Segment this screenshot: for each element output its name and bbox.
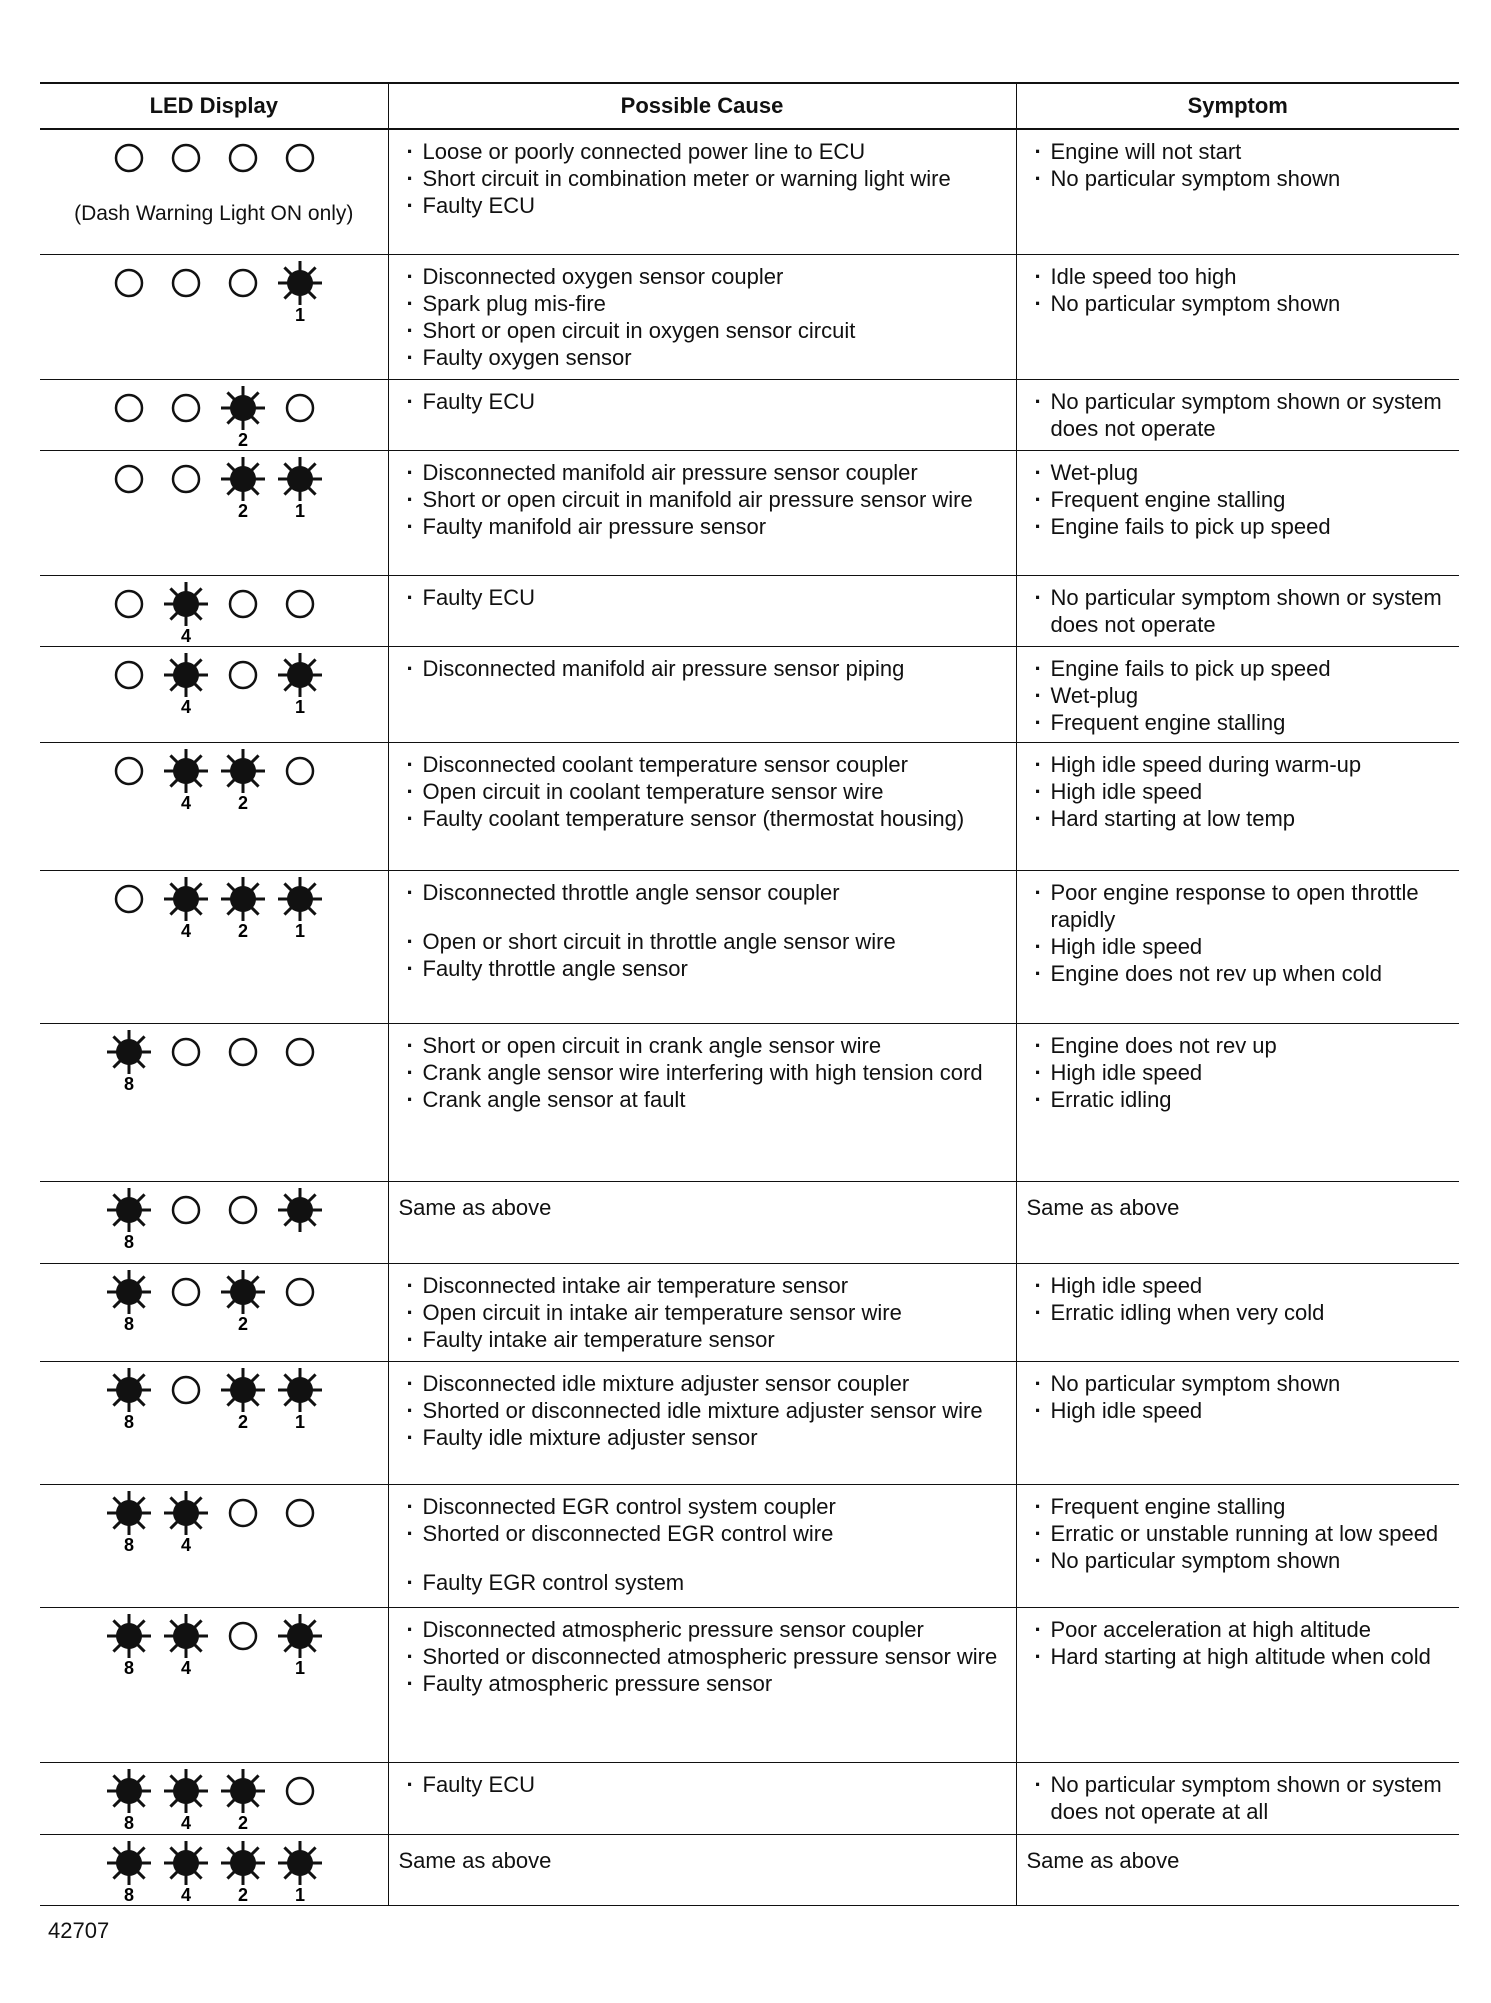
led-on-icon [107,1188,151,1232]
led-off-icon [287,145,313,171]
table-row [40,1181,1459,1263]
led-number-label: 2 [237,1313,248,1334]
symptom-item: · Frequent engine stalling [1027,1493,1454,1520]
cause-item: · Spark plug mis-fire [399,290,1010,317]
cause-list [389,743,1016,838]
symptom-item: · No particular symptom shown or system does not operate [1027,584,1454,638]
symptom-list [1017,871,1460,993]
symptom-item: · Engine does not rev up when cold [1027,960,1454,987]
led-display-cell [40,450,388,575]
symptom-item: · High idle speed [1027,1059,1454,1086]
led-off-icon [116,395,142,421]
led-number-label: 1 [294,1657,305,1678]
header-led-display: LED Display [40,83,388,129]
symptom-item: · No particular symptom shown or system does not operate [1027,388,1454,442]
symptom-item: · High idle speed [1027,778,1454,805]
led-on-icon [164,1614,208,1658]
table-row [40,646,1459,742]
possible-cause-cell [388,575,1016,646]
led-on-icon [278,653,322,697]
led-on-icon [164,749,208,793]
led-display-cell [40,379,388,450]
cause-item: · Faulty ECU [399,192,1010,219]
symptom-list [1017,380,1460,448]
led-number-label: 1 [294,920,305,941]
led-display [99,871,329,941]
led-on-icon [107,1769,151,1813]
led-display-cell [40,1023,388,1181]
led-off-icon [116,270,142,296]
led-off-icon [173,145,199,171]
led-off-icon [230,1500,256,1526]
led-display-cell [40,870,388,1023]
cause-item: · Disconnected manifold air pressure sensor piping [399,655,1010,682]
led-on-icon [278,1841,322,1885]
table-row [40,450,1459,575]
symptom-list [1017,1608,1460,1676]
symptom-item: · Hard starting at low temp [1027,805,1454,832]
led-on-icon [164,1491,208,1535]
cause-list [389,576,1016,617]
symptom-cell [1016,450,1459,575]
led-display [99,255,329,325]
cause-item: · Faulty ECU [399,584,1010,611]
cause-list [389,1485,1016,1602]
led-display-cell [40,1361,388,1484]
possible-cause-cell [388,1181,1016,1263]
cause-list [389,380,1016,421]
led-off-icon [287,395,313,421]
possible-cause-cell [388,379,1016,450]
symptom-cell [1016,129,1459,254]
cause-item: · Disconnected idle mixture adjuster sensor coupler [399,1370,1010,1397]
symptom-item: · High idle speed during warm-up [1027,751,1454,778]
led-number-label: 1 [294,1884,305,1905]
cause-item: · Shorted or disconnected atmospheric pressure sensor wire [399,1643,1010,1670]
led-off-icon [173,270,199,296]
symptom-item: · Engine does not rev up [1027,1032,1454,1059]
cause-item: · Faulty oxygen sensor [399,344,1010,371]
led-number-label: 1 [294,1411,305,1432]
led-display-cell [40,129,388,254]
led-display [99,647,329,717]
led-display [99,1763,329,1833]
possible-cause-cell [388,1484,1016,1607]
cause-list [389,255,1016,377]
led-display-cell [40,742,388,870]
cause-item: · Faulty EGR control system [399,1569,1010,1596]
led-off-icon [173,1279,199,1305]
led-number-label: 4 [180,920,191,941]
cause-same-as-above: Same as above [398,1847,552,1873]
led-on-icon [221,749,265,793]
led-off-icon [116,145,142,171]
table-body [40,129,1459,1905]
led-on-icon [221,386,265,430]
led-off-icon [173,1197,199,1223]
symptom-list [1017,1362,1460,1430]
cause-list [389,1763,1016,1804]
cause-item: · Faulty atmospheric pressure sensor [399,1670,1010,1697]
led-on-icon [107,1030,151,1074]
table-row [40,1834,1459,1905]
led-off-icon [287,1039,313,1065]
led-display [99,576,329,646]
cause-list [389,1362,1016,1457]
symptom-item: · Poor acceleration at high altitude [1027,1616,1454,1643]
led-on-icon [221,1368,265,1412]
led-display [99,1608,329,1678]
table-row [40,575,1459,646]
symptom-cell [1016,1484,1459,1607]
symptom-list [1017,576,1460,644]
figure-reference-number: 42707 [48,1918,110,1943]
led-off-icon [173,1039,199,1065]
table-row [40,379,1459,450]
led-number-label: 8 [123,1657,134,1678]
cause-item: · Disconnected manifold air pressure sensor coupler [399,459,1010,486]
symptom-same-as-above: Same as above [1026,1194,1180,1220]
dash-warning-note: (Dash Warning Light ON only) [74,202,354,225]
led-number-label: 4 [180,1812,191,1833]
led-display [99,380,329,450]
led-number-label: 2 [237,429,248,450]
cause-item: · Faulty manifold air pressure sensor [399,513,1010,540]
cause-same-as-above: Same as above [398,1194,552,1220]
cause-list [389,871,1016,988]
led-number-label: 8 [123,1231,134,1252]
cause-list [389,1608,1016,1703]
led-number-label: 8 [123,1411,134,1432]
symptom-item: · Poor engine response to open throttle rapidly [1027,879,1454,933]
symptom-item: · Engine fails to pick up speed [1027,655,1454,682]
symptom-item: · Erratic or unstable running at low speed [1027,1520,1454,1547]
led-on-icon [221,1270,265,1314]
symptom-cell [1016,575,1459,646]
led-number-label: 1 [294,500,305,521]
led-display-cell [40,1263,388,1361]
cause-item: · Open or short circuit in throttle angle sensor wire [399,928,1010,955]
led-off-icon [230,145,256,171]
symptom-cell [1016,1607,1459,1762]
led-number-label: 4 [180,1884,191,1905]
led-number-label: 2 [237,500,248,521]
led-off-icon [116,758,142,784]
symptom-item: · High idle speed [1027,933,1454,960]
table-row [40,742,1459,870]
table-row [40,1484,1459,1607]
led-number-label: 1 [294,304,305,325]
possible-cause-cell [388,1023,1016,1181]
cause-item: · Crank angle sensor at fault [399,1086,1010,1113]
led-on-icon [221,1769,265,1813]
symptom-cell [1016,1834,1459,1905]
led-off-icon [230,1039,256,1065]
possible-cause-cell [388,870,1016,1023]
cause-item: · Faulty coolant temperature sensor (thermostat housing) [399,805,1010,832]
led-display [99,743,329,813]
possible-cause-cell [388,129,1016,254]
led-off-icon [116,591,142,617]
led-on-icon [107,1368,151,1412]
symptom-item: · No particular symptom shown or system does not operate at all [1027,1771,1454,1825]
cause-item: · Shorted or disconnected idle mixture adjuster sensor wire [399,1397,1010,1424]
possible-cause-cell [388,742,1016,870]
symptom-list [1017,130,1460,198]
table-row [40,1263,1459,1361]
led-off-icon [287,1500,313,1526]
diagnosis-table [40,82,1459,1906]
table-row [40,1023,1459,1181]
led-off-icon [230,270,256,296]
led-off-icon [230,1623,256,1649]
symptom-cell [1016,1762,1459,1834]
led-off-icon [116,662,142,688]
led-number-label: 2 [237,1884,248,1905]
led-on-icon [164,653,208,697]
led-on-icon [107,1614,151,1658]
cause-item: · Crank angle sensor wire interfering with high tension cord [399,1059,1010,1086]
symptom-cell [1016,254,1459,379]
symptom-cell [1016,379,1459,450]
led-number-label: 4 [180,792,191,813]
symptom-list [1017,1024,1460,1119]
symptom-item: · Engine fails to pick up speed [1027,513,1454,540]
led-display [99,1362,329,1432]
symptom-item: · Wet-plug [1027,682,1454,709]
symptom-item: · Frequent engine stalling [1027,486,1454,513]
cause-list [389,1264,1016,1359]
symptom-item: · Erratic idling when very cold [1027,1299,1454,1326]
led-number-label: 8 [123,1073,134,1094]
table-row [40,254,1459,379]
led-number-label: 1 [294,696,305,717]
led-number-label: 8 [123,1313,134,1334]
cause-item: · Disconnected coolant temperature sensor coupler [399,751,1010,778]
led-display [99,1485,329,1555]
led-on-icon [221,877,265,921]
led-on-icon [278,877,322,921]
led-off-icon [173,1377,199,1403]
symptom-item: · Idle speed too high [1027,263,1454,290]
led-number-label: 8 [123,1812,134,1833]
possible-cause-cell [388,1607,1016,1762]
cause-item: · Short circuit in combination meter or warning light wire [399,165,1010,192]
header-possible-cause: Possible Cause [388,83,1016,129]
led-off-icon [287,1778,313,1804]
symptom-item: · High idle speed [1027,1272,1454,1299]
led-on-icon [164,582,208,626]
led-display [99,1264,329,1334]
led-number-label: 4 [180,696,191,717]
led-on-icon [164,1769,208,1813]
led-display-cell [40,1607,388,1762]
cause-item: · Open circuit in intake air temperature sensor wire [399,1299,1010,1326]
header-row [40,83,1459,129]
possible-cause-cell [388,1834,1016,1905]
led-display-cell [40,1484,388,1607]
cause-item: · Disconnected throttle angle sensor coupler [399,879,1010,906]
led-on-icon [164,1841,208,1885]
symptom-list [1017,1485,1460,1580]
led-display-cell [40,575,388,646]
cause-list [389,130,1016,225]
symptom-item: · Wet-plug [1027,459,1454,486]
cause-item: · Short or open circuit in crank angle sensor wire [399,1032,1010,1059]
symptom-item: · Hard starting at high altitude when cold [1027,1643,1454,1670]
symptom-list [1017,451,1460,546]
led-off-icon [173,466,199,492]
led-number-label: 4 [180,1534,191,1555]
led-number-label: 4 [180,625,191,646]
cause-item: · Short or open circuit in oxygen sensor circuit [399,317,1010,344]
led-display [99,1835,329,1905]
cause-item: · Disconnected atmospheric pressure sensor coupler [399,1616,1010,1643]
led-off-icon [230,1197,256,1223]
cause-item: · Disconnected intake air temperature sensor [399,1272,1010,1299]
led-off-icon [230,662,256,688]
symptom-cell [1016,1263,1459,1361]
led-display [99,1024,329,1094]
symptom-item: · No particular symptom shown [1027,1370,1454,1397]
header-symptom: Symptom [1016,83,1459,129]
led-on-icon [278,1188,322,1232]
possible-cause-cell [388,450,1016,575]
led-on-icon [278,1614,322,1658]
led-off-icon [173,395,199,421]
table-row [40,870,1459,1023]
led-number-label: 4 [180,1657,191,1678]
possible-cause-cell [388,254,1016,379]
led-number-label: 2 [237,1411,248,1432]
led-number-label: 2 [237,792,248,813]
table-row [40,1361,1459,1484]
symptom-cell [1016,1181,1459,1263]
symptom-item: · Frequent engine stalling [1027,709,1454,736]
symptom-list [1017,743,1460,838]
led-on-icon [278,457,322,501]
led-number-label: 2 [237,1812,248,1833]
led-off-icon [230,591,256,617]
cause-item: · Faulty ECU [399,1771,1010,1798]
led-on-icon [221,1841,265,1885]
led-display [99,451,329,521]
symptom-cell [1016,1361,1459,1484]
led-on-icon [107,1270,151,1314]
led-display-cell [40,254,388,379]
led-off-icon [287,758,313,784]
symptom-list [1017,1264,1460,1332]
led-off-icon [116,466,142,492]
symptom-cell [1016,1023,1459,1181]
cause-item: · Disconnected EGR control system coupler [399,1493,1010,1520]
cause-item: · Open circuit in coolant temperature sensor wire [399,778,1010,805]
table-row [40,129,1459,254]
symptom-cell [1016,646,1459,742]
cause-item: · Loose or poorly connected power line to ECU [399,138,1010,165]
cause-list [389,451,1016,546]
possible-cause-cell [388,1263,1016,1361]
led-on-icon [164,877,208,921]
symptom-cell [1016,742,1459,870]
table-row [40,1762,1459,1834]
led-on-icon [278,1368,322,1412]
cause-item: · Faulty throttle angle sensor [399,955,1010,982]
led-display-cell [40,646,388,742]
led-on-icon [278,261,322,305]
led-off-icon [287,1279,313,1305]
symptom-same-as-above: Same as above [1026,1847,1180,1873]
symptom-list [1017,255,1460,323]
cause-item: · Short or open circuit in manifold air pressure sensor wire [399,486,1010,513]
possible-cause-cell [388,1361,1016,1484]
table-row [40,1607,1459,1762]
cause-item: · Faulty ECU [399,388,1010,415]
led-display-cell [40,1834,388,1905]
cause-list [389,1024,1016,1119]
led-off-icon [116,886,142,912]
symptom-list [1017,1763,1460,1831]
led-on-icon [107,1491,151,1535]
symptom-item: · No particular symptom shown [1027,165,1454,192]
possible-cause-cell [388,646,1016,742]
led-display [99,1182,329,1252]
symptom-item: · Erratic idling [1027,1086,1454,1113]
led-number-label: 8 [123,1534,134,1555]
led-display-cell [40,1181,388,1263]
led-display [99,130,329,200]
possible-cause-cell [388,1762,1016,1834]
symptom-item: · No particular symptom shown [1027,1547,1454,1574]
symptom-item: · Engine will not start [1027,138,1454,165]
led-number-label: 8 [123,1884,134,1905]
symptom-list [1017,647,1460,742]
led-display-cell [40,1762,388,1834]
led-on-icon [107,1841,151,1885]
cause-item: · Faulty idle mixture adjuster sensor [399,1424,1010,1451]
cause-item: · Disconnected oxygen sensor coupler [399,263,1010,290]
led-number-label: 2 [237,920,248,941]
symptom-cell [1016,870,1459,1023]
symptom-item: · High idle speed [1027,1397,1454,1424]
cause-list [389,647,1016,688]
led-on-icon [221,457,265,501]
led-off-icon [287,591,313,617]
cause-item: · Faulty intake air temperature sensor [399,1326,1010,1353]
symptom-item: · No particular symptom shown [1027,290,1454,317]
cause-item: · Shorted or disconnected EGR control wire [399,1520,1010,1547]
